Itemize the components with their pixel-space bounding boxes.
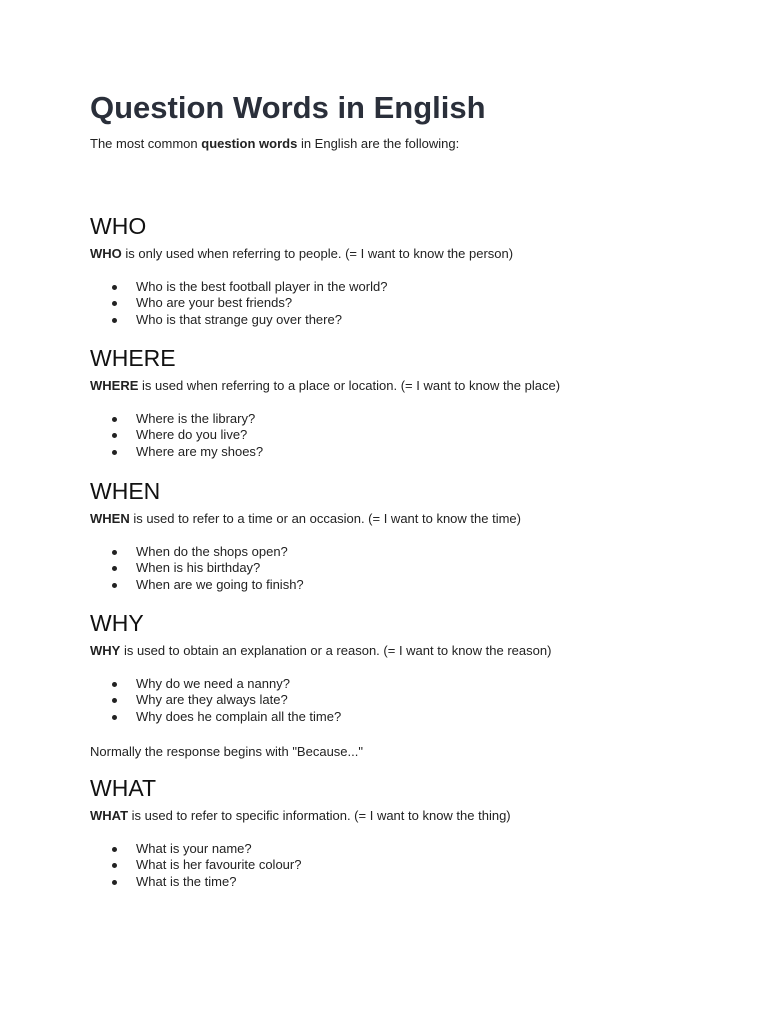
description-keyword: WHERE (90, 378, 139, 393)
bullet-icon (112, 301, 117, 306)
section-note: Normally the response begins with "Because..." (90, 743, 363, 759)
bullet-icon (112, 417, 117, 422)
section-heading: WHY (90, 610, 144, 636)
example-text: What is the time? (136, 873, 237, 889)
example-text: When is his birthday? (136, 560, 261, 576)
example-text: What is your name? (136, 841, 252, 856)
description-text: is only used when referring to people. (= I want to know the person) (121, 246, 514, 261)
bullet-icon (112, 698, 117, 703)
example-text: Who is the best football player in the world? (136, 279, 388, 294)
example-text: Where do you live? (136, 427, 248, 443)
example-list (90, 676, 730, 725)
description-text: is used to refer to specific information. (= I want to know the thing) (128, 808, 511, 823)
list-item (90, 544, 730, 560)
section-description (90, 510, 730, 528)
example-list (90, 841, 730, 890)
list-item (90, 411, 730, 427)
intro-text-bold: question words (201, 136, 298, 151)
example-list (90, 544, 730, 593)
example-text: Who are your best friends? (136, 295, 293, 311)
list-item (90, 295, 730, 311)
example-text: When do the shops open? (136, 544, 288, 559)
list-item (90, 577, 730, 593)
bullet-icon (112, 863, 117, 868)
example-text: Why does he complain all the time? (136, 708, 342, 724)
list-item (90, 444, 730, 460)
section-description (90, 245, 730, 263)
list-item (90, 279, 730, 295)
description-keyword: WHEN (90, 511, 130, 526)
list-item (90, 709, 730, 725)
section-description (90, 642, 730, 660)
example-list (90, 279, 730, 328)
section-who (90, 211, 730, 328)
example-text: What is her favourite colour? (136, 857, 302, 873)
list-item (90, 874, 730, 890)
description-text: is used when referring to a place or location. (= I want to know the place) (138, 378, 561, 393)
list-item (90, 841, 730, 857)
intro-text-after: in English are the following: (297, 136, 460, 151)
section-heading: WHAT (90, 775, 157, 801)
list-item (90, 427, 730, 443)
section-what (90, 773, 730, 890)
bullet-icon (112, 880, 117, 885)
bullet-icon (112, 583, 117, 588)
intro-text-before: The most common (90, 136, 202, 151)
section-heading: WHEN (90, 478, 161, 504)
bullet-icon (112, 566, 117, 571)
example-text: When are we going to finish? (136, 576, 304, 592)
bullet-icon (112, 550, 117, 555)
list-item (90, 312, 730, 328)
intro-paragraph (90, 136, 459, 151)
section-why (90, 608, 730, 761)
section-heading: WHERE (90, 345, 176, 371)
description-keyword: WHAT (90, 808, 129, 823)
bullet-icon (112, 715, 117, 720)
example-text: Why are they always late? (136, 692, 288, 708)
page-title: Question Words in English (90, 90, 486, 125)
bullet-icon (112, 847, 117, 852)
description-text: is used to refer to a time or an occasion. (= I want to know the time) (129, 511, 521, 526)
example-text: Where are my shoes? (136, 443, 264, 459)
example-list (90, 411, 730, 460)
section-description (90, 377, 730, 395)
list-item (90, 676, 730, 692)
bullet-icon (112, 682, 117, 687)
bullet-icon (112, 318, 117, 323)
section-heading: WHO (90, 213, 147, 239)
list-item (90, 692, 730, 708)
bullet-icon (112, 285, 117, 290)
example-text: Why do we need a nanny? (136, 676, 290, 691)
section-description (90, 807, 730, 825)
description-keyword: WHY (90, 643, 121, 658)
list-item (90, 857, 730, 873)
bullet-icon (112, 433, 117, 438)
bullet-icon (112, 450, 117, 455)
section-where (90, 343, 730, 460)
example-text: Who is that strange guy over there? (136, 311, 342, 327)
section-when (90, 476, 730, 593)
description-keyword: WHO (90, 246, 122, 261)
list-item (90, 560, 730, 576)
example-text: Where is the library? (136, 411, 256, 426)
description-text: is used to obtain an explanation or a reason. (= I want to know the reason) (120, 643, 552, 658)
